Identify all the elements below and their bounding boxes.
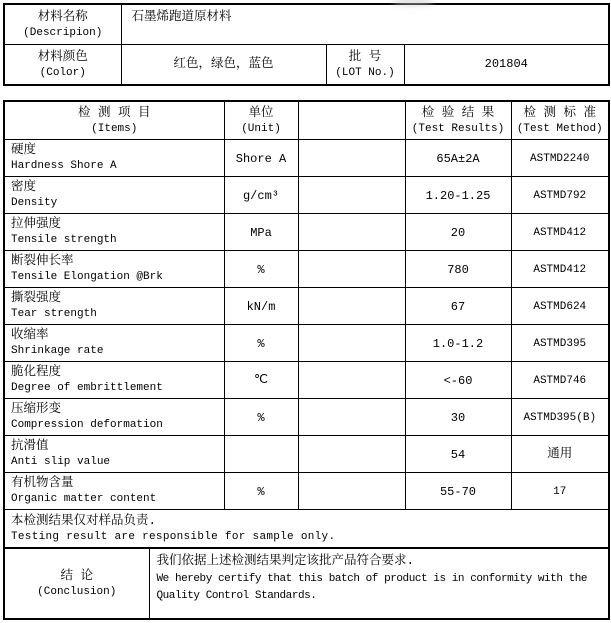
lot-value: 201804 xyxy=(404,44,609,85)
result-cell: <-60 xyxy=(405,361,511,398)
result-cell: 67 xyxy=(405,287,511,324)
conclusion-table xyxy=(3,547,610,620)
table-row xyxy=(4,176,609,213)
conclusion-text-zh: 我们依据上述检测结果判定该批产品符合要求. xyxy=(156,554,415,568)
material-color-value: 红色，绿色，蓝色 xyxy=(121,44,326,85)
lot-label-zh: 批 号 xyxy=(348,49,382,64)
item-cell: 密度 Density xyxy=(4,176,224,213)
result-cell: 55-70 xyxy=(405,472,511,509)
method-cell: ASTMD2240 xyxy=(511,139,609,176)
blank-cell xyxy=(298,250,405,287)
conclusion-text-en: We hereby certify that this batch of product is in conformity with the Quality Control Standards. xyxy=(156,573,588,602)
unit-cell: ℃ xyxy=(224,361,298,398)
item-cell: 撕裂强度 Tear strength xyxy=(4,287,224,324)
lot-label xyxy=(326,44,404,85)
conclusion-row xyxy=(4,548,609,619)
item-cell: 拉伸强度 Tensile strength xyxy=(4,213,224,250)
unit-cell: kN/m xyxy=(224,287,298,324)
material-color-label xyxy=(4,44,121,85)
table-row xyxy=(4,250,609,287)
blank-cell xyxy=(298,361,405,398)
note-text-en: Testing result are responsible for sample only. xyxy=(11,530,336,543)
item-cell: 收缩率 Shrinkage rate xyxy=(4,324,224,361)
result-cell: 1.0-1.2 xyxy=(405,324,511,361)
method-cell: 通用 xyxy=(511,435,609,472)
item-cell: 有机物含量 Organic matter content xyxy=(4,472,224,509)
material-name-label-en: (Descripion) xyxy=(23,26,103,39)
table-row xyxy=(4,361,609,398)
header-method: 检 测 标 准 (Test Method) xyxy=(511,101,609,139)
item-cell: 抗滑值 Anti slip value xyxy=(4,435,224,472)
method-cell: ASTMD395 xyxy=(511,324,609,361)
blank-cell xyxy=(298,176,405,213)
method-cell: ASTMD746 xyxy=(511,361,609,398)
info-table xyxy=(3,3,610,86)
table-row xyxy=(4,139,609,176)
unit-cell: MPa xyxy=(224,213,298,250)
lot-label-en: (LOT No.) xyxy=(335,66,395,79)
table-row xyxy=(4,398,609,435)
result-cell: 1.20-1.25 xyxy=(405,176,511,213)
material-color-label-zh: 材料颜色 xyxy=(37,49,88,64)
header-unit: 单位 (Unit) xyxy=(224,101,298,139)
item-cell: 脆化程度 Degree of embrittlement xyxy=(4,361,224,398)
blank-cell xyxy=(298,213,405,250)
material-color-label-en: (Color) xyxy=(39,66,86,79)
conclusion-text xyxy=(149,548,609,619)
method-cell: ASTMD412 xyxy=(511,250,609,287)
method-cell: ASTMD624 xyxy=(511,287,609,324)
note-text xyxy=(4,509,609,548)
item-cell: 压缩形变 Compression deformation xyxy=(4,398,224,435)
result-cell: 20 xyxy=(405,213,511,250)
note-text-zh: 本检测结果仅对样品负责. xyxy=(11,513,157,528)
blank-cell xyxy=(298,472,405,509)
unit-cell: % xyxy=(224,398,298,435)
unit-cell: g/cm³ xyxy=(224,176,298,213)
material-name-value: 石墨烯跑道原材料 xyxy=(121,4,609,44)
unit-cell: Shore A xyxy=(224,139,298,176)
results-table xyxy=(3,100,610,549)
item-cell: 断裂伸长率 Tensile Elongation @Brk xyxy=(4,250,224,287)
results-header-row xyxy=(4,101,609,139)
method-cell: ASTMD792 xyxy=(511,176,609,213)
item-cell: 硬度 Hardness Shore A xyxy=(4,139,224,176)
table-row xyxy=(4,324,609,361)
blank-cell xyxy=(298,435,405,472)
header-blank xyxy=(298,101,405,139)
result-cell: 780 xyxy=(405,250,511,287)
blank-cell xyxy=(298,287,405,324)
method-cell: ASTMD395(B) xyxy=(511,398,609,435)
unit-cell xyxy=(224,435,298,472)
blank-cell xyxy=(298,139,405,176)
result-cell: 54 xyxy=(405,435,511,472)
unit-cell: % xyxy=(224,250,298,287)
note-row xyxy=(4,509,609,548)
material-name-row xyxy=(4,4,609,44)
table-row xyxy=(4,287,609,324)
result-cell: 30 xyxy=(405,398,511,435)
conclusion-label xyxy=(4,548,149,619)
material-color-row xyxy=(4,44,609,85)
table-row xyxy=(4,472,609,509)
header-results: 检 验 结 果 (Test Results) xyxy=(405,101,511,139)
method-cell: ASTMD412 xyxy=(511,213,609,250)
method-cell: 17 xyxy=(511,472,609,509)
material-name-label xyxy=(4,4,121,44)
table-row xyxy=(4,435,609,472)
material-name-label-zh: 材料名称 xyxy=(37,9,88,24)
header-items: 检 测 项 目 (Items) xyxy=(4,101,224,139)
blank-cell xyxy=(298,324,405,361)
unit-cell: % xyxy=(224,324,298,361)
conclusion-label-zh: 结 论 xyxy=(60,569,93,583)
unit-cell: % xyxy=(224,472,298,509)
blank-cell xyxy=(298,398,405,435)
table-row xyxy=(4,213,609,250)
conclusion-label-en: (Conclusion) xyxy=(37,586,117,598)
result-cell: 65A±2A xyxy=(405,139,511,176)
